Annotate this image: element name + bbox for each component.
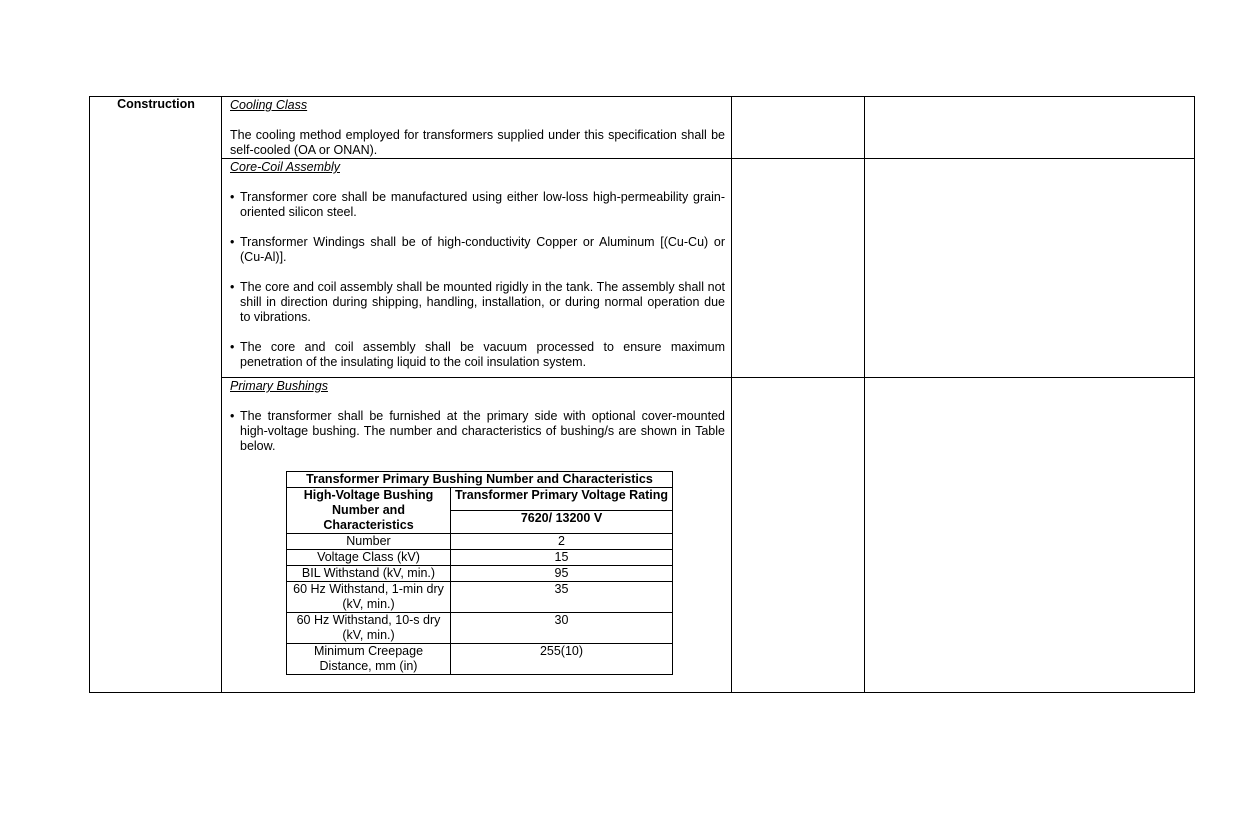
row-divider-1 <box>221 158 1195 159</box>
cooling-class-heading: Cooling Class <box>230 98 308 112</box>
list-item <box>230 235 725 265</box>
bushing-table-col1-header: High-Voltage Bushing Number and Characteristics <box>287 488 451 534</box>
bullet-icon: • <box>230 190 235 204</box>
list-item <box>230 340 725 370</box>
list-item-text: Transformer core shall be manufactured using either low-loss high-permeability grain-oriented silicon steel. <box>240 190 725 219</box>
list-item-text: The core and coil assembly shall be mounted rigidly in the tank. The assembly shall not shill in direction during shipping, handling, installation, or during normal operation due to vibrations. <box>240 280 725 324</box>
table-cell-label: BIL Withstand (kV, min.) <box>287 566 451 582</box>
table-row <box>287 566 673 582</box>
list-item-text: The core and coil assembly shall be vacuum processed to ensure maximum penetration of the insulating liquid to the coil insulation system. <box>240 340 725 369</box>
bushing-table-col2-subheader: 7620/ 13200 V <box>451 511 673 534</box>
list-item <box>230 280 725 325</box>
list-item <box>230 190 725 220</box>
core-coil-heading: Core-Coil Assembly <box>230 160 340 174</box>
primary-bushings-section <box>230 379 725 454</box>
bullet-icon: • <box>230 280 235 294</box>
table-cell-value: 35 <box>451 582 673 613</box>
table-top-border <box>89 96 1195 97</box>
table-cell-value: 95 <box>451 566 673 582</box>
table-cell-value: 2 <box>451 534 673 550</box>
table-cell-value: 255(10) <box>451 644 673 675</box>
bushing-table-col2-header: Transformer Primary Voltage Rating <box>451 488 673 511</box>
row-divider-2 <box>221 377 1195 378</box>
table-cell-value: 30 <box>451 613 673 644</box>
cooling-class-text: The cooling method employed for transformers supplied under this specification shall be self-cooled (OA or ONAN). <box>230 128 725 157</box>
table-cell-label: Number <box>287 534 451 550</box>
table-bottom-border <box>89 692 1195 693</box>
bushing-table-title: Transformer Primary Bushing Number and Characteristics <box>287 472 673 488</box>
table-cell-value: 15 <box>451 550 673 566</box>
table-row <box>287 550 673 566</box>
table-row <box>287 582 673 613</box>
core-coil-section <box>230 160 725 370</box>
bullet-icon: • <box>230 235 235 249</box>
table-row <box>287 534 673 550</box>
cooling-class-section <box>230 98 725 158</box>
list-item-text: Transformer Windings shall be of high-conductivity Copper or Aluminum [(Cu-Cu) or (Cu-Al)]. <box>240 235 725 264</box>
bushing-characteristics-table <box>286 471 673 675</box>
table-cell-label: Minimum Creepage Distance, mm (in) <box>287 644 451 675</box>
primary-bushings-heading: Primary Bushings <box>230 379 328 393</box>
col-border-0 <box>89 96 90 693</box>
bullet-icon: • <box>230 409 235 423</box>
col-border-1 <box>221 96 222 693</box>
row-label: Construction <box>117 97 195 111</box>
table-cell-label: 60 Hz Withstand, 10-s dry (kV, min.) <box>287 613 451 644</box>
col-border-3 <box>864 96 865 693</box>
col-border-4 <box>1194 96 1195 693</box>
list-item <box>230 409 725 454</box>
table-row <box>287 613 673 644</box>
bullet-icon: • <box>230 340 235 354</box>
table-cell-label: Voltage Class (kV) <box>287 550 451 566</box>
list-item-text: The transformer shall be furnished at the primary side with optional cover-mounted high-voltage bushing. The number and characteristics of bushing/s are shown in Table below. <box>240 409 725 453</box>
table-cell-label: 60 Hz Withstand, 1-min dry (kV, min.) <box>287 582 451 613</box>
col-border-2 <box>731 96 732 693</box>
table-row <box>287 644 673 675</box>
